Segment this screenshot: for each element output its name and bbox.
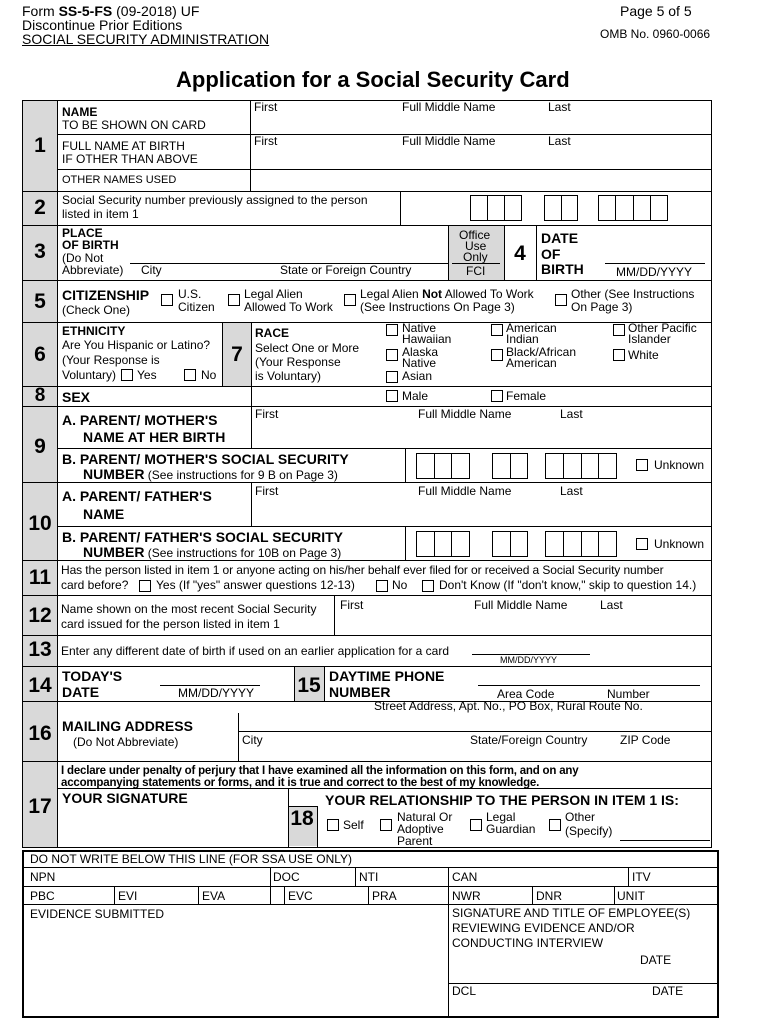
item-16-number: 16 [28,722,52,745]
place-of-birth-label4: Abbreviate) [62,263,124,277]
sex-label: SEX [62,389,91,405]
relationship-guardian-label1: Legal [486,810,516,824]
birth-middle-label: Full Middle Name [402,134,496,148]
place-of-birth-field[interactable] [130,244,445,262]
recent-card-last-label: Last [600,598,623,612]
mother-ssn-part1[interactable] [416,453,470,479]
ethnicity-question: Are You Hispanic or Latino? [62,338,211,352]
mother-first-label: First [255,407,279,421]
race-black-label2: American [506,356,557,370]
employee-signature-label3: CONDUCTING INTERVIEW [452,936,604,950]
item-8-number: 8 [34,385,46,406]
race-american-indian-label1: American [506,321,557,335]
father-ssn-unknown-label: Unknown [654,537,705,551]
relationship-self-checkbox[interactable] [327,819,339,831]
mother-ssn-number-word: NUMBER [83,466,145,482]
item-5-number: 5 [34,290,46,313]
father-name-label1: A. PARENT/ FATHER'S [62,488,212,504]
race-pacific-islander-checkbox[interactable] [613,324,625,336]
employee-date-label: DATE [640,953,672,967]
item-9-number: 9 [34,435,46,458]
item-10-number: 10 [28,512,52,535]
item-17-number: 17 [28,795,52,818]
prior-filing-dontknow-checkbox[interactable] [422,580,434,592]
todays-date-field[interactable] [160,668,260,684]
place-of-birth-label2: OF BIRTH [62,238,119,252]
pob-state-label: State or Foreign Country [280,263,412,277]
race-native-hawaiian-checkbox[interactable] [386,324,398,336]
pob-city-label: City [141,263,162,277]
father-ssn-instructions: (See instructions for 10B on Page 3) [144,546,342,560]
race-pacific-islander-label2: Islander [628,332,671,346]
omb-number: OMB No. 0960-0066 [600,27,711,41]
father-ssn-part2[interactable] [492,531,528,557]
pbc-label: PBC [30,889,55,903]
name-sublabel: TO BE SHOWN ON CARD [62,118,206,132]
race-black-label1: Black/African [506,345,577,359]
not-allowed-pre: Legal Alien [360,287,423,301]
not-allowed-bold: Not [422,287,443,301]
father-ssn-unknown-checkbox[interactable] [636,538,648,550]
race-asian-checkbox[interactable] [386,371,398,383]
ethnicity-no-label: No [201,368,217,382]
signature-field[interactable] [60,806,285,846]
citizenship-us-label2: Citizen [178,300,215,314]
dcl-label: DCL [452,984,477,998]
relationship-self-label: Self [343,818,364,832]
name-last-label: Last [548,100,571,114]
relationship-other-checkbox[interactable] [549,819,561,831]
full-name-at-birth-field[interactable] [251,148,711,168]
unit-label: UNIT [617,889,645,903]
item-7-number: 7 [231,343,243,366]
mother-ssn-label2 [83,467,338,482]
item-13-number: 13 [28,638,52,661]
phone-number-label: Number [607,687,650,701]
citizenship-us-checkbox[interactable] [161,294,173,306]
mailing-state-label: State/Foreign Country [470,733,588,747]
citizenship-other-checkbox[interactable] [555,294,567,306]
prior-ssn-part2[interactable] [544,195,578,221]
race-sub1: Select One or More [255,341,360,355]
dob-label1: DATE [541,230,579,246]
place-of-birth-label3: (Do Not [62,251,104,265]
office-use-label1: Office [459,228,491,242]
race-sub3: is Voluntary) [255,369,322,383]
relationship-other-specify-field[interactable] [620,826,708,840]
race-american-indian-label2: Indian [506,332,539,346]
mailing-zip-label: ZIP Code [620,733,671,747]
date-of-birth-field[interactable] [605,245,705,263]
sex-female-checkbox[interactable] [491,390,503,402]
item-2-number: 2 [34,196,46,219]
father-name-label2: NAME [83,506,125,522]
todays-date-format: MM/DD/YYYY [178,686,255,700]
prior-filing-yes-checkbox[interactable] [139,580,151,592]
discontinue-note: Discontinue Prior Editions [22,17,183,33]
relationship-parent-label3: Parent [397,834,433,848]
full-name-at-birth-label: FULL NAME AT BIRTH [62,139,185,153]
citizenship-legal-alien-checkbox[interactable] [228,294,240,306]
mother-name-label2: NAME AT HER BIRTH [83,429,226,445]
birth-first-label: First [254,134,278,148]
mailing-address-label: MAILING ADDRESS [62,718,193,734]
sex-male-label: Male [402,389,429,403]
prior-filing-no-checkbox[interactable] [376,580,388,592]
mother-ssn-label1: B. PARENT/ MOTHER'S SOCIAL SECURITY [62,451,349,467]
citizenship-not-allowed-label1 [360,288,534,301]
prior-filing-q2: card before? [61,578,129,592]
mother-ssn-unknown-label: Unknown [654,458,705,472]
race-alaska-native-checkbox[interactable] [386,349,398,361]
citizenship-other-label2: On Page 3) [571,300,633,314]
recent-card-name-field[interactable] [335,612,711,634]
form-date: (09-2018) UF [112,3,200,19]
other-names-label: OTHER NAMES USED [62,174,177,186]
phone-label1: DAYTIME PHONE [329,668,445,684]
birth-last-label: Last [548,134,571,148]
race-pacific-islander-label1: Other Pacific [628,321,697,335]
father-middle-label: Full Middle Name [418,484,512,498]
citizenship-not-allowed-checkbox[interactable] [344,294,356,306]
item-3-number: 3 [34,240,46,263]
doc-label: DOC [273,870,300,884]
declaration-line1: I declare under penalty of perjury that I have examined all the information on this form, and on any [61,765,579,777]
itv-label: ITV [632,870,651,884]
item-6-number: 6 [34,343,46,366]
can-label: CAN [452,870,478,884]
sex-male-checkbox[interactable] [386,390,398,402]
father-ssn-part3[interactable] [545,531,617,557]
race-american-indian-checkbox[interactable] [491,324,503,336]
relationship-parent-label2: Adoptive [397,822,444,836]
phone-area-code-label: Area Code [497,687,555,701]
mother-name-label1: A. PARENT/ MOTHER'S [62,412,218,428]
recent-card-middle-label: Full Middle Name [474,598,568,612]
race-asian-label: Asian [402,369,433,383]
race-native-hawaiian-label2: Hawaiian [402,332,452,346]
declaration-line2: accompanying statements or forms, and it is true and correct to the best of my knowledge. [61,777,540,789]
dcl-date-label: DATE [652,984,684,998]
prior-ssn-label-line1: Social Security number previously assigned to the person [62,193,368,207]
item-15-number: 15 [297,674,321,697]
race-label: RACE [255,326,290,340]
item-12-number: 12 [28,604,52,627]
item-18-number: 18 [290,807,314,830]
mailing-city-label: City [242,733,263,747]
place-of-birth-label1: PLACE [62,226,103,240]
full-name-at-birth-sublabel: IF OTHER THAN ABOVE [62,152,198,166]
name-first-label: First [254,100,278,114]
employee-signature-label1: SIGNATURE AND TITLE OF EMPLOYEE(S) [452,906,691,920]
recent-card-first-label: First [340,598,364,612]
race-alaska-native-label2: Native [402,356,437,370]
eva-label: EVA [202,889,226,903]
mailing-address-sublabel: (Do Not Abbreviate) [73,735,179,749]
citizenship-not-allowed-label2: (See Instructions On Page 3) [360,300,515,314]
street-address-field[interactable] [240,714,710,730]
different-dob-field[interactable] [472,640,588,654]
item-14-number: 14 [28,674,52,697]
citizenship-legal-alien-label2: Allowed To Work [244,300,333,314]
item-11-number: 11 [28,566,52,589]
relationship-other-label1: Other [565,810,596,824]
npn-label: NPN [30,870,56,884]
other-names-field[interactable] [251,170,711,190]
fci-label: FCI [466,264,486,278]
mother-ssn-part3[interactable] [545,453,617,479]
different-dob-label: Enter any different date of birth if used on an earlier application for a card [61,644,450,658]
father-last-label: Last [560,484,583,498]
father-ssn-label1: B. PARENT/ FATHER'S SOCIAL SECURITY [62,529,344,545]
prior-ssn-label-line2: listed in item 1 [62,207,139,221]
ethnicity-label: ETHNICITY [62,324,126,338]
race-white-checkbox[interactable] [613,349,625,361]
phone-number-field[interactable] [480,668,698,684]
father-first-label: First [255,484,279,498]
relationship-guardian-checkbox[interactable] [470,819,482,831]
race-alaska-native-label1: Alaska [402,345,439,359]
citizenship-us-label1: U.S. [178,287,202,301]
evidence-submitted-label: EVIDENCE SUBMITTED [30,907,165,921]
ethnicity-yes-label: Yes [137,368,157,382]
citizenship-other-label1: Other (See Instructions [571,287,695,301]
recent-card-label1: Name shown on the most recent Social Security [61,602,317,616]
prior-filing-yes-label: Yes (If "yes" answer questions 12-13) [156,578,355,592]
signature-label: YOUR SIGNATURE [62,790,188,806]
prior-filing-dontknow-label: Don't Know (If "don't know," skip to question 14.) [439,578,697,592]
race-white-label: White [628,348,659,362]
relationship-parent-label1: Natural Or [397,810,453,824]
todays-date-label1: TODAY'S [62,668,123,684]
citizenship-legal-alien-label1: Legal Alien [244,287,303,301]
mailing-city-state-zip-field[interactable] [240,746,710,760]
phone-label2: NUMBER [329,684,391,700]
name-on-card-field[interactable] [251,114,711,134]
office-use-label2: Use [465,239,487,253]
evi-label: EVI [118,889,138,903]
relationship-parent-checkbox[interactable] [380,819,392,831]
ethnicity-voluntary2: Voluntary) [62,368,117,382]
father-name-field[interactable] [252,499,711,523]
dob-label3: BIRTH [541,261,584,277]
relationship-guardian-label2: Guardian [486,822,536,836]
page-title: Application for a Social Security Card [176,67,570,92]
office-use-label3: Only [463,250,488,264]
form-id: SS-5-FS [58,3,113,19]
not-allowed-post: Allowed To Work [442,287,534,301]
mother-ssn-part2[interactable] [492,453,528,479]
father-ssn-part1[interactable] [416,531,470,557]
mother-name-field[interactable] [252,422,711,446]
citizenship-sublabel: (Check One) [62,303,131,317]
dob-format: MM/DD/YYYY [616,265,693,279]
dnr-label: DNR [536,889,562,903]
page-number: Page 5 of 5 [620,3,692,19]
agency-name: SOCIAL SECURITY ADMINISTRATION [22,31,270,47]
sex-female-label: Female [506,389,547,403]
different-dob-format: MM/DD/YYYY [500,655,558,665]
evc-label: EVC [288,889,313,903]
employee-signature-label2: REVIEWING EVIDENCE AND/OR [452,921,635,935]
street-address-label: Street Address, Apt. No., PO Box, Rural Route No. [374,699,643,713]
name-middle-label: Full Middle Name [402,100,496,114]
race-sub2: (Your Response [255,355,341,369]
ethnicity-no-checkbox[interactable] [184,369,196,381]
prior-filing-no-label: No [392,578,408,592]
dob-label2: OF [541,246,561,262]
race-black-checkbox[interactable] [491,349,503,361]
relationship-label: YOUR RELATIONSHIP TO THE PERSON IN ITEM 1 IS: [325,792,679,808]
mother-last-label: Last [560,407,583,421]
mother-ssn-instructions: (See instructions for 9 B on Page 3) [144,468,338,482]
race-native-hawaiian-label1: Native [402,321,437,335]
prior-ssn-part3[interactable] [598,195,668,221]
citizenship-label: CITIZENSHIP [62,287,150,303]
recent-card-label2: card issued for the person listed in item 1 [61,617,280,631]
form-prefix: Form [22,3,59,19]
nwr-label: NWR [452,889,481,903]
mother-ssn-unknown-checkbox[interactable] [636,459,648,471]
father-ssn-number-word: NUMBER [83,544,145,560]
father-ssn-label2 [83,545,341,560]
item-1-number: 1 [34,134,46,157]
item-4-number: 4 [514,242,526,265]
office-use-notice: DO NOT WRITE BELOW THIS LINE (FOR SSA USE ONLY) [30,852,353,866]
ethnicity-voluntary1: (Your Response is [62,353,160,367]
name-label: NAME [62,105,98,119]
relationship-other-label2: (Specify) [565,824,613,838]
pra-label: PRA [372,889,397,903]
mother-middle-label: Full Middle Name [418,407,512,421]
ethnicity-yes-checkbox[interactable] [121,369,133,381]
nti-label: NTI [359,870,379,884]
prior-ssn-part1[interactable] [470,195,522,221]
todays-date-label2: DATE [62,684,100,700]
prior-filing-question: Has the person listed in item 1 or anyone acting on his/her behalf ever filed for or received a Social Security number [61,563,664,577]
